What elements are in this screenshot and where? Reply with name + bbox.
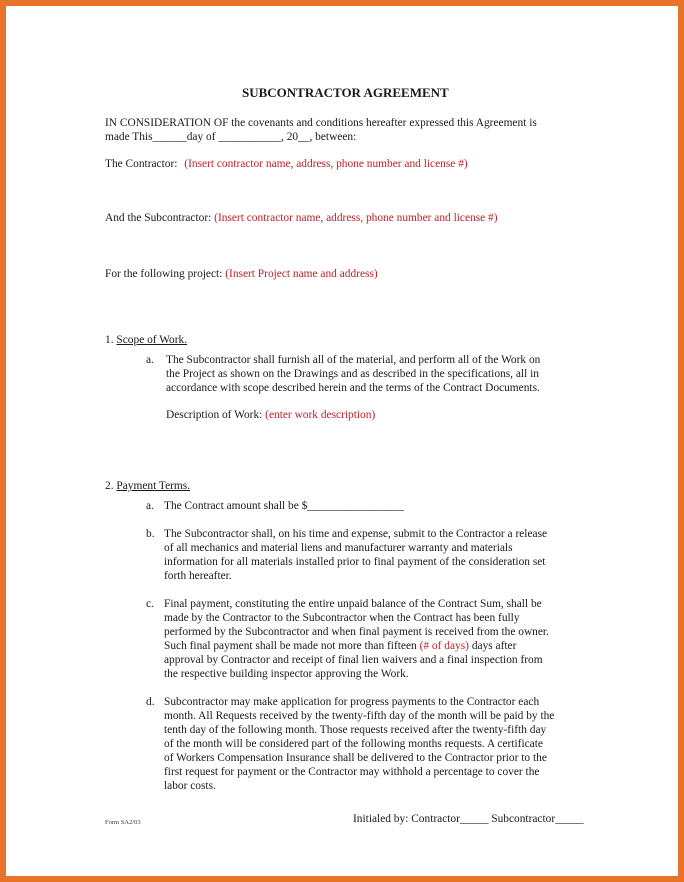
section-2-item-b-line-4: forth hereafter.: [164, 570, 232, 582]
work-description-label: Description of Work:: [166, 409, 263, 421]
days-after-text: days after: [471, 640, 517, 652]
document-page: [6, 6, 678, 876]
section-2-item-d-line-3: tenth day of the following month. Those requests received after the twenty-fifth day: [164, 724, 547, 736]
intro-line-1: IN CONSIDERATION OF the covenants and conditions hereafter expressed this Agreement is: [105, 117, 537, 129]
section-1-item-a-line-3: accordance with scope described herein and the terms of the Contract Documents.: [166, 382, 540, 394]
section-2-heading: [105, 479, 190, 493]
section-2-item-c-line-5: approval by Contractor and receipt of final lien waivers and a final inspection from: [164, 654, 543, 666]
final-payment-text: Such final payment shall be made not more than fifteen: [164, 640, 417, 652]
work-description-line: [166, 408, 375, 422]
section-2-item-a-letter: a.: [146, 500, 154, 512]
section-2-item-d-line-6: first request for payment or the Contractor may withhold a percentage to cover the: [164, 766, 540, 778]
section-2-item-c-letter: c.: [146, 598, 154, 610]
section-2-item-b-letter: b.: [146, 528, 155, 540]
days-placeholder: (# of days): [419, 640, 469, 652]
document-title: SUBCONTRACTOR AGREEMENT: [242, 85, 449, 100]
section-1-heading: [105, 333, 187, 347]
section-2-item-c-line-3: performed by the Subcontractor and when final payment is received from the owner.: [164, 626, 549, 638]
subcontractor-label: And the Subcontractor:: [105, 212, 212, 224]
section-2-item-d-line-4: of the month will be considered part of the following months requests. A certificate: [164, 738, 543, 750]
section-2-item-c-line-6: the respective building inspector approving the Work.: [164, 668, 409, 680]
subcontractor-line: [105, 211, 498, 225]
section-2-title: Payment Terms.: [116, 480, 191, 492]
section-1-item-a-line-2: the Project as shown on the Drawings and as described in the specifications, all in: [166, 368, 539, 380]
section-2-item-d-line-2: month. All Requests received by the twenty-fifth day of the month will be paid by the: [164, 710, 555, 722]
subcontractor-placeholder: (Insert contractor name, address, phone number and license #): [214, 212, 498, 224]
form-id: Form SA2/03: [105, 819, 141, 826]
section-2-item-d-line-7: labor costs.: [164, 780, 216, 792]
section-1-item-a-letter: a.: [146, 354, 154, 366]
section-1-title: Scope of Work.: [116, 334, 188, 346]
contractor-placeholder: (Insert contractor name, address, phone number and license #): [184, 158, 468, 170]
section-2-item-b-line-2: of all mechanics and material liens and manufacturer warranty and materials: [164, 542, 513, 554]
project-placeholder: (Insert Project name and address): [225, 268, 378, 280]
section-2-number: 2.: [105, 480, 114, 492]
section-2-item-d-letter: d.: [146, 696, 155, 708]
section-2-item-b-line-1: The Subcontractor shall, on his time and expense, submit to the Contractor a release: [164, 528, 548, 540]
work-description-placeholder: (enter work description): [265, 409, 376, 421]
project-line: [105, 267, 378, 281]
section-1-item-a-line-1: The Subcontractor shall furnish all of the material, and perform all of the Work on: [166, 354, 541, 366]
section-2-item-a-text: The Contract amount shall be $_________________: [164, 500, 405, 512]
contractor-line: [105, 157, 468, 171]
initials-line: Initialed by: Contractor_____ Subcontractor_____: [353, 813, 584, 825]
section-2-item-c-line-1: Final payment, constituting the entire unpaid balance of the Contract Sum, shall be: [164, 598, 542, 610]
section-2-item-c-line-2: made by the Contractor to the Subcontractor when the Contract has been fully: [164, 612, 520, 624]
section-2-item-d-line-1: Subcontractor may make application for progress payments to the Contractor each: [164, 696, 540, 708]
project-label: For the following project:: [105, 268, 223, 280]
section-1-number: 1.: [105, 334, 114, 346]
section-2-item-c-line-4: [164, 639, 516, 653]
contractor-label: The Contractor:: [105, 158, 178, 170]
section-2-item-b-line-3: information for all materials installed prior to final payment of the consideration set: [164, 556, 546, 568]
section-2-item-d-line-5: of Workers Compensation Insurance shall be delivered to the Contractor prior to the: [164, 752, 547, 764]
intro-line-2: made This______day of ___________, 20__, between:: [105, 131, 357, 143]
